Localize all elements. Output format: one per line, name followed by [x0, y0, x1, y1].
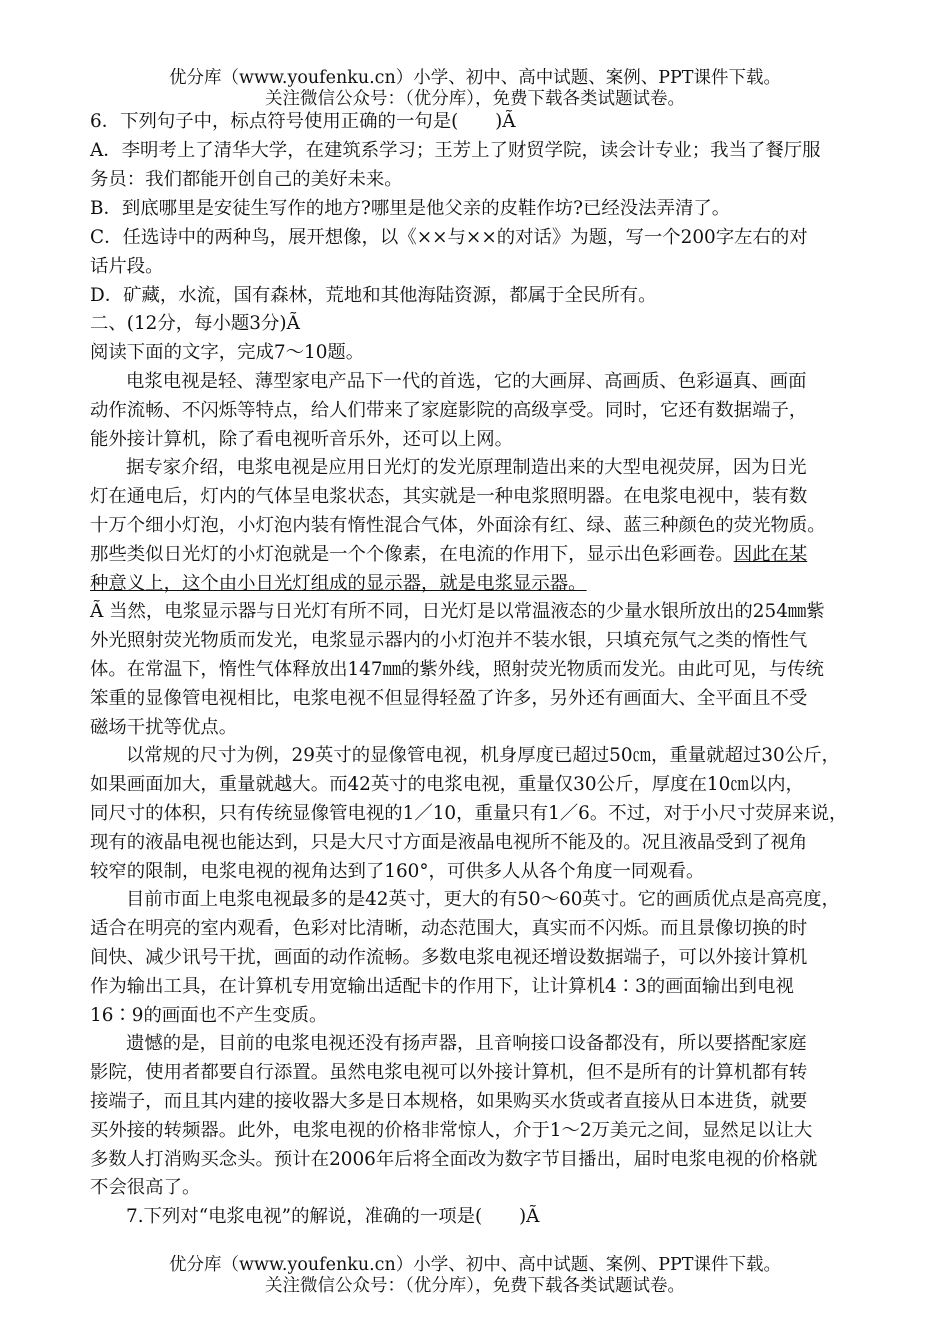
underlined-sentence-cont: 种意义上，这个由小日光灯组成的显示器，就是电浆显示器。	[90, 573, 587, 594]
paragraph-6-line: 多数人打消购买念头。预计在2006年后将全面改为数字节目播出，届时电浆电视的价格就	[90, 1149, 818, 1170]
paragraph-5-line: 适合在明亮的室内观看，色彩对比清晰，动态范围大，真实而不闪烁。而且景像切换的时	[90, 918, 808, 939]
paragraph-2-line: 据专家介绍，电浆电视是应用日光灯的发光原理制造出来的大型电视荧屏，因为日光	[126, 457, 807, 478]
paragraph-1-line: 能外接计算机，除了看电视听音乐外，还可以上网。	[90, 429, 513, 450]
paragraph-4-line: 较窄的限制，电浆电视的视角达到了160°，可供多人从各个角度一同观看。	[90, 861, 705, 882]
paragraph-6-line: 不会很高了。	[90, 1177, 201, 1198]
paragraph-6-line: 买外接的转频器。此外，电浆电视的价格非常惊人，介于1～2万美元之间，显然足以让大	[90, 1120, 813, 1141]
option-b: B．到底哪里是安徒生写作的地方?哪里是他父亲的皮鞋作坊?已经没法弄清了。	[90, 198, 731, 219]
page-header-line-2: 关注微信公众号：（优分库），免费下载各类试题试卷。	[265, 89, 685, 109]
paragraph-6-line: 遗憾的是，目前的电浆电视还没有扬声器，且音响接口设备都没有，所以要搭配家庭	[126, 1033, 807, 1054]
option-c: C．任选诗中的两种鸟，展开想像，以《××与××的对话》为题，写一个200字左右的对	[90, 227, 808, 248]
paragraph-5-line: 16∶9的画面也不产生变质。	[90, 1005, 328, 1026]
option-d: D．矿藏，水流，国有森林，荒地和其他海陆资源，都属于全民所有。	[90, 285, 657, 306]
paragraph-4-line: 现有的液晶电视也能达到，只是大尺寸方面是液晶电视所不能及的。况且液晶受到了视角	[90, 832, 808, 853]
page-footer-line-1: 优分库（www.youfenku.cn）小学、初中、高中试题、案例、PPT课件下载。	[169, 1255, 781, 1275]
paragraph-3-line: 笨重的显像管电视相比，电浆电视不但显得轻盈了许多，另外还有画面大、全平面且不受	[90, 688, 808, 709]
paragraph-2-text: 那些类似日光灯的小灯泡就是一个个像素，在电流的作用下，显示出色彩画卷。	[90, 544, 734, 565]
paragraph-2-line: 十万个细小灯泡，小灯泡内装有惰性混合气体，外面涂有红、绿、蓝三种颜色的荧光物质。	[90, 515, 826, 536]
paragraph-2-line: 灯在通电后，灯内的气体呈电浆状态，其实就是一种电浆照明器。在电浆电视中，装有数	[90, 486, 808, 507]
option-a: A．李明考上了清华大学，在建筑系学习；王芳上了财贸学院，读会计专业；我当了餐厅服	[90, 140, 821, 161]
question-7-stem: 7.下列对“电浆电视”的解说，准确的一项是( )Ã	[126, 1206, 540, 1227]
paragraph-3-line: 体。在常温下，惰性气体释放出147㎜的紫外线，照射荧光物质而发光。由此可见，与传统	[90, 659, 824, 680]
paragraph-2-line	[90, 542, 807, 568]
paragraph-5-line: 作为输出工具，在计算机专用宽输出适配卡的作用下，让计算机4∶3的画面输出到电视	[90, 976, 794, 997]
page-footer-line-2: 关注微信公众号：（优分库），免费下载各类试题试卷。	[265, 1276, 685, 1296]
reading-instruction: 阅读下面的文字，完成7～10题。	[90, 342, 365, 363]
page-header-line-1: 优分库（www.youfenku.cn）小学、初中、高中试题、案例、PPT课件下载。	[169, 68, 781, 88]
paragraph-3-line: Ã 当然，电浆显示器与日光灯有所不同，日光灯是以常温液态的少量水银所放出的254㎜紫	[90, 601, 825, 622]
question-6-stem: 6．下列句子中，标点符号使用正确的一句是( )Ã	[90, 111, 516, 132]
paragraph-6-line: 接端子，而且其内建的接收器大多是日本规格，如果购买水货或者直接从日本进货，就要	[90, 1091, 808, 1112]
paragraph-4-line: 同尺寸的体积，只有传统显像管电视的1／10，重量只有1／6。不过，对于小尺寸荧屏来说，	[90, 803, 848, 824]
paragraph-5-line: 目前市面上电浆电视最多的是42英寸，更大的有50～60英寸。它的画质优点是高亮度，	[126, 889, 840, 910]
paragraph-4-line: 以常规的尺寸为例，29英寸的显像管电视，机身厚度已超过50㎝，重量就超过30公斤，	[126, 745, 840, 766]
paragraph-3-line: 磁场干扰等优点。	[90, 717, 238, 738]
paragraph-5-line: 间快、减少讯号干扰，画面的动作流畅。多数电浆电视还增设数据端子，可以外接计算机	[90, 947, 808, 968]
underlined-sentence: 因此在某	[733, 544, 808, 565]
option-c-cont: 话片段。	[90, 256, 164, 277]
paragraph-1-line: 动作流畅、不闪烁等特点，给人们带来了家庭影院的高级享受。同时，它还有数据端子，	[90, 400, 808, 421]
paragraph-1-line: 电浆电视是轻、薄型家电产品下一代的首选，它的大画屏、高画质、色彩逼真、画面	[126, 371, 807, 392]
section-2-heading: 二、(12分，每小题3分)Ã	[90, 313, 300, 334]
paragraph-4-line: 如果画面加大，重量就越大。而42英寸的电浆电视，重量仅30公斤，厚度在10㎝以内，	[90, 774, 804, 795]
option-a-cont: 务员：我们都能开创自己的美好未来。	[90, 169, 403, 190]
paragraph-3-line: 外光照射荧光物质而发光，电浆显示器内的小灯泡并不装水银，只填充氖气之类的惰性气	[90, 630, 808, 651]
paragraph-6-line: 影院，使用者都要自行添置。虽然电浆电视可以外接计算机，但不是所有的计算机都有转	[90, 1062, 808, 1083]
